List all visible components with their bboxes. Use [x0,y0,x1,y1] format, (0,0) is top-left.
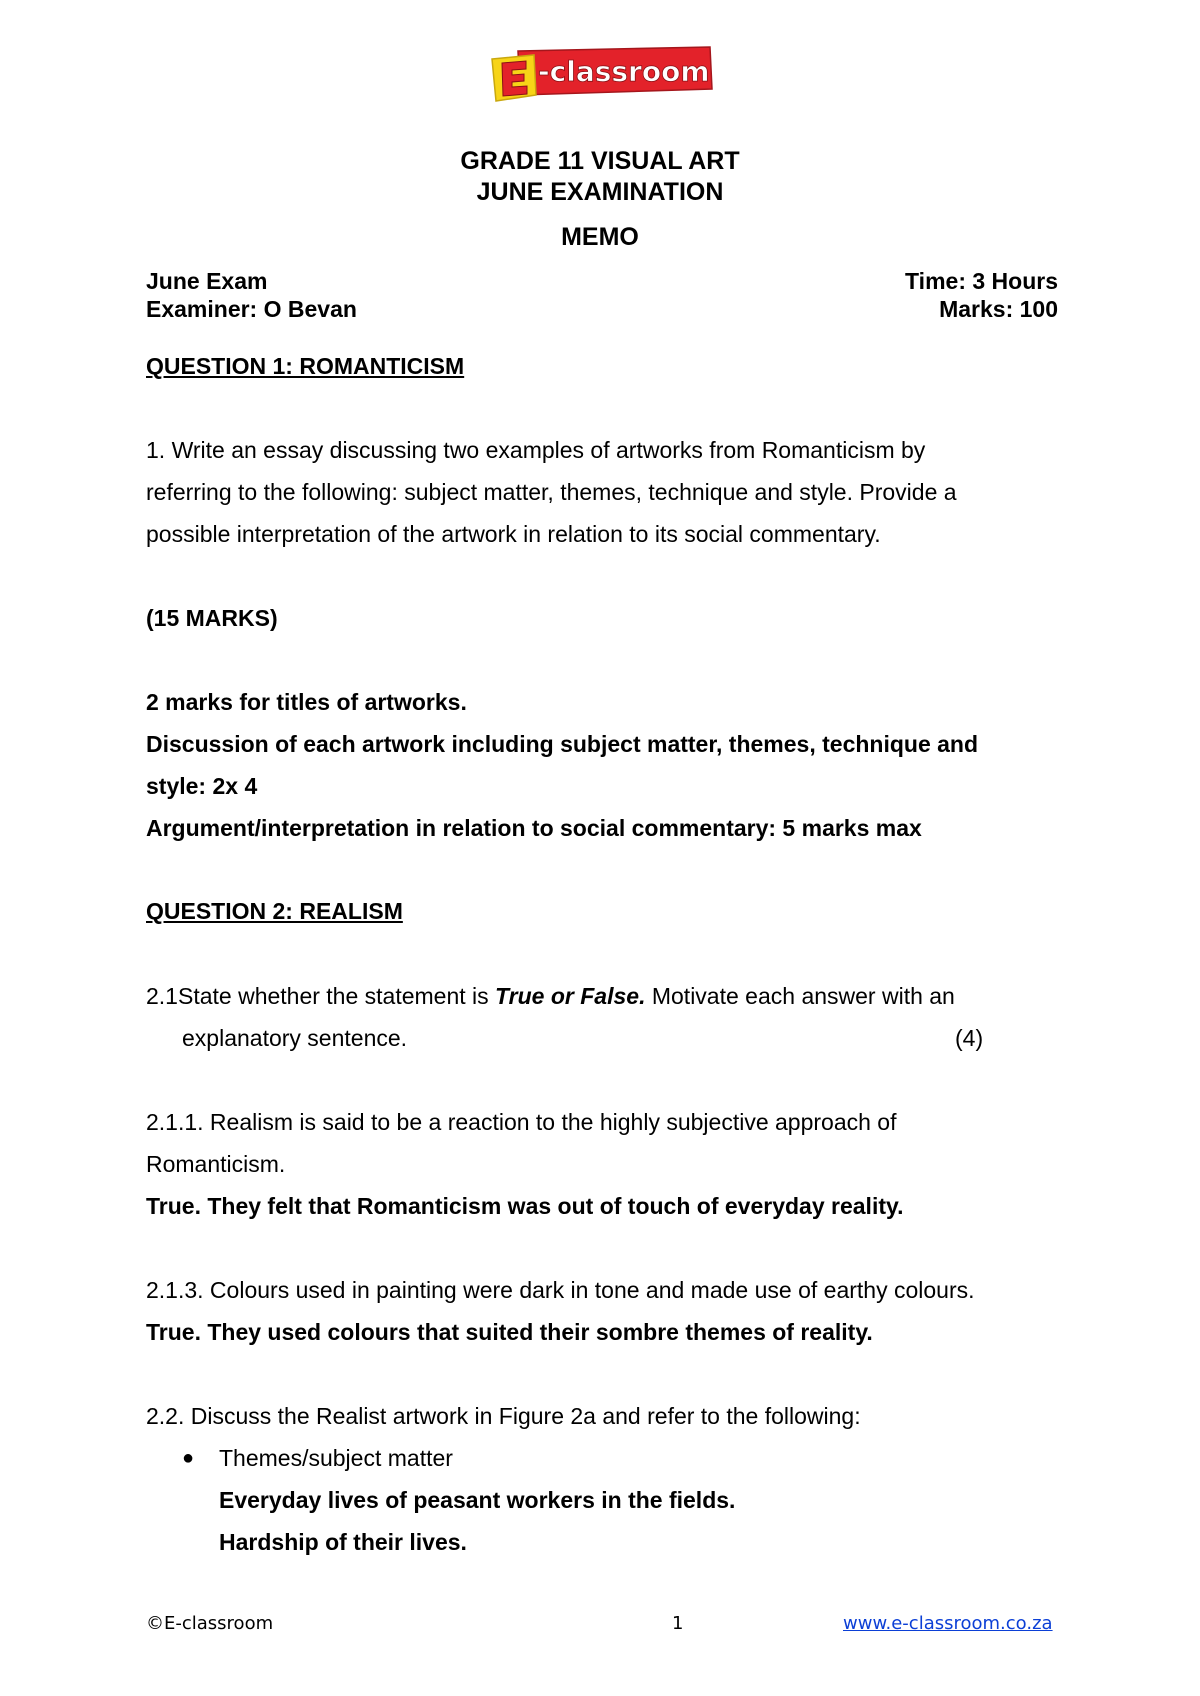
q1-prompt-line3: possible interpretation of the artwork in relation to its social commentary. [146,521,881,547]
document-title-line1: GRADE 11 VISUAL ART [460,147,740,175]
q1-marks: (15 MARKS) [146,605,278,631]
q21-number: 2.1 [146,983,178,1009]
exam-label: June Exam [146,268,268,294]
q1-memo-line2: Discussion of each artwork including subject matter, themes, technique and [146,731,979,757]
q213-line1: 2.1.3. Colours used in painting were dark in tone and made use of earthy colours. [146,1277,975,1303]
q21-emphasis: True or False. [495,983,646,1009]
q21-line2: explanatory sentence. [182,1025,408,1051]
footer-url-link[interactable]: www.e-classroom.co.za [843,1613,1053,1634]
q21-text-a: State whether the statement is [177,983,496,1009]
q1-prompt-line1: 1. Write an essay discussing two examples of artworks from Romanticism by [146,437,926,463]
q21-marks: (4) [955,1025,984,1051]
q21-text-b: Motivate each answer with an [645,983,955,1009]
svg-text:-classroom: -classroom [538,55,710,88]
q1-heading: QUESTION 1: ROMANTICISM [146,353,465,379]
q211-line2: Romanticism. [146,1151,286,1177]
q22-bullet1-answer2: Hardship of their lives. [219,1529,467,1555]
q22-bullet1: Themes/subject matter [219,1445,453,1471]
q213-answer: True. They used colours that suited their sombre themes of reality. [146,1319,873,1345]
q1-memo-line3: style: 2x 4 [146,773,258,799]
bullet-icon: ● [182,1447,195,1469]
marks-label: Marks: 100 [939,296,1058,322]
footer-page-number: 1 [672,1613,684,1634]
q1-prompt-line2: referring to the following: subject matter, themes, technique and style. Provide a [146,479,957,505]
q22-bullet1-answer1: Everyday lives of peasant workers in the fields. [219,1487,736,1513]
document-title-line2: JUNE EXAMINATION [476,178,724,206]
e-classroom-logo [490,45,714,107]
q211-answer: True. They felt that Romanticism was out of touch of everyday reality. [146,1193,904,1219]
q2-heading: QUESTION 2: REALISM [146,898,403,924]
q1-memo-line1: 2 marks for titles of artworks. [146,689,467,715]
document-title-line3: MEMO [561,223,639,251]
time-label: Time: 3 Hours [905,268,1058,294]
meta-row-1 [146,268,1058,295]
footer-copyright: ©E-classroom [146,1613,274,1634]
q21-line1 [146,983,955,1010]
meta-row-2 [146,296,1058,323]
examiner-label: Examiner: O Bevan [146,296,357,322]
q1-memo-line4: Argument/interpretation in relation to social commentary: 5 marks max [146,815,922,841]
q211-line1: 2.1.1. Realism is said to be a reaction to the highly subjective approach of [146,1109,897,1135]
q22-line1: 2.2. Discuss the Realist artwork in Figure 2a and refer to the following: [146,1403,861,1429]
